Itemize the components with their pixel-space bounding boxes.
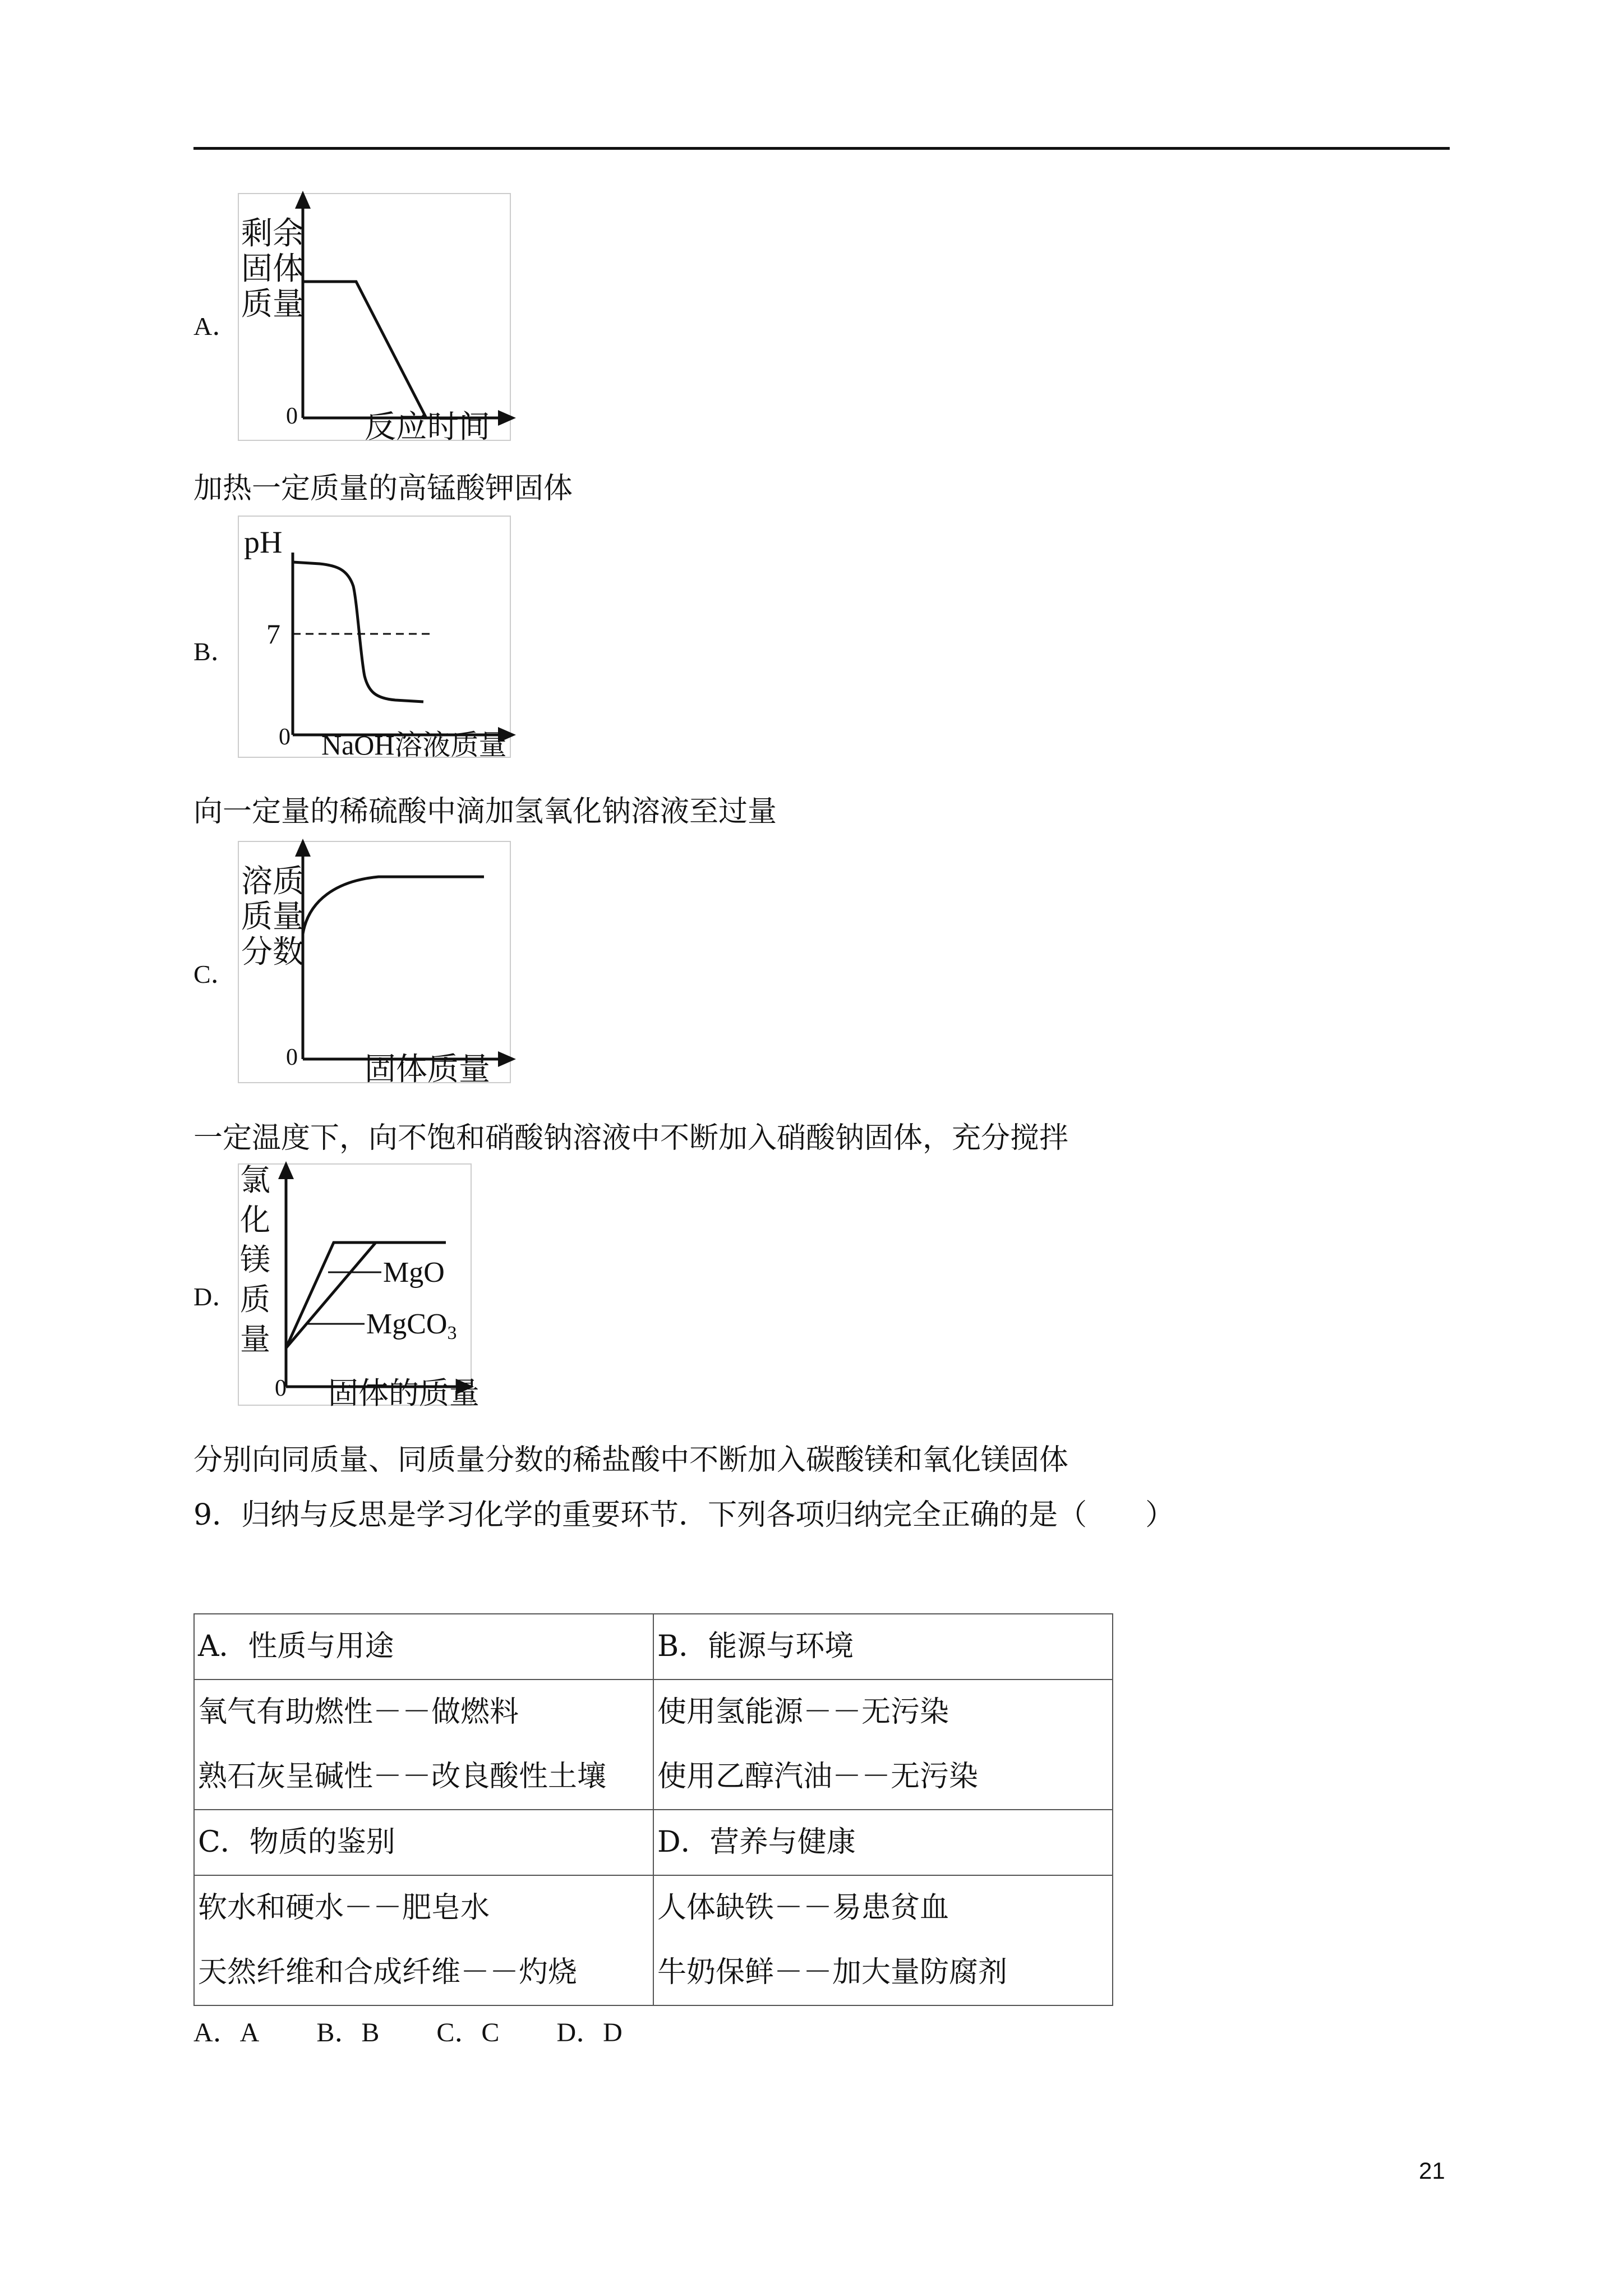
y-label-char3: 镁 <box>240 1242 270 1277</box>
option-a-label: A． <box>193 312 238 341</box>
y-label-char5: 量 <box>240 1322 270 1357</box>
answer-choices <box>193 2010 673 2049</box>
option-c-label: C． <box>193 960 237 988</box>
option-d-caption: 分别向同质量、同质量分数的稀盐酸中不断加入碳酸镁和氧化镁固体 <box>193 1443 1069 1477</box>
option-b-graph <box>238 513 519 760</box>
question-9: 9．归纳与反思是学习化学的重要环节．下列各项归纳完全正确的是（ ） <box>193 1498 1175 1532</box>
table-cell <box>653 1875 1113 2005</box>
curve-ph <box>293 562 423 702</box>
option-c-caption: 一定温度下，向不饱和硝酸钠溶液中不断加入硝酸钠固体，充分搅拌 <box>193 1121 1069 1155</box>
table-line: 软水和硬水－－肥皂水 <box>198 1891 490 1925</box>
ph-7-label: 7 <box>266 618 280 650</box>
option-a-caption: 加热一定质量的高锰酸钾固体 <box>193 472 573 505</box>
curve-mass-fraction <box>303 877 484 934</box>
x-label: NaOH溶液质量 <box>321 729 507 761</box>
origin-label: 0 <box>275 1375 287 1401</box>
y-label-line1: 溶质 <box>241 863 304 900</box>
option-c-graph <box>238 839 519 1088</box>
option-a-graph <box>238 191 519 443</box>
option-b-label: B． <box>193 637 237 666</box>
y-label: pH <box>244 525 283 560</box>
x-axis-arrow <box>498 410 516 426</box>
origin-label: 0 <box>286 403 298 429</box>
mgo-label: MgO <box>383 1257 445 1289</box>
table-cell <box>653 1680 1113 1810</box>
y-label-line2: 质量 <box>241 899 304 935</box>
mgco3-label: MgCO3 <box>366 1308 457 1343</box>
table-line: 使用氢能源－－无污染 <box>657 1695 949 1729</box>
table-line: 牛奶保鲜－－加大量防腐剂 <box>657 1955 1008 1989</box>
option-b-caption: 向一定量的稀硫酸中滴加氢氧化钠溶液至过量 <box>193 795 777 829</box>
table-line: 氧气有助燃性－－做燃料 <box>198 1695 519 1729</box>
table-row <box>194 1875 1113 2005</box>
answer-choice-c[interactable]: C．C <box>436 2018 500 2047</box>
x-label: 固体的质量 <box>328 1375 479 1411</box>
table-cell: A．性质与用途 <box>194 1614 653 1680</box>
option-d-label: D． <box>193 1282 238 1311</box>
y-label-line1: 剩余 <box>241 215 304 252</box>
table-line: 人体缺铁－－易患贫血 <box>657 1891 949 1925</box>
y-label-char1: 氯 <box>240 1162 270 1198</box>
y-label-line2: 固体 <box>241 251 304 287</box>
curve-remaining-solid <box>303 282 426 418</box>
origin-label: 0 <box>286 1045 298 1070</box>
origin-label: 0 <box>279 724 291 750</box>
table-cell: B．能源与环境 <box>653 1614 1113 1680</box>
answer-choice-a[interactable]: A．A <box>193 2018 260 2047</box>
y-label-line3: 分数 <box>241 934 304 970</box>
y-label-char2: 化 <box>240 1202 270 1237</box>
table-cell <box>194 1680 653 1810</box>
table-line: 使用乙醇汽油－－无污染 <box>657 1760 979 1793</box>
x-axis-arrow <box>498 1051 516 1067</box>
table-cell: D．营养与健康 <box>653 1810 1113 1875</box>
answer-choice-d[interactable]: D．D <box>556 2018 623 2047</box>
table-cell: C．物质的鉴别 <box>194 1810 653 1875</box>
x-label: 反应时间 <box>365 409 490 445</box>
summary-table <box>193 1613 1113 2006</box>
table-line: 熟石灰呈碱性－－改良酸性土壤 <box>198 1760 607 1793</box>
table-row <box>194 1614 1113 1680</box>
option-d-graph <box>238 1161 479 1411</box>
y-label-char4: 质 <box>240 1282 270 1317</box>
table-row <box>194 1680 1113 1810</box>
table-cell <box>194 1875 653 2005</box>
header-rule <box>193 147 1450 150</box>
x-label: 固体质量 <box>365 1051 490 1088</box>
table-row <box>194 1810 1113 1875</box>
y-label-line3: 质量 <box>241 286 304 323</box>
page-number: 21 <box>1419 2157 1445 2184</box>
line-mgco3 <box>286 1243 376 1348</box>
table-line: 天然纤维和合成纤维－－灼烧 <box>198 1955 578 1989</box>
answer-choice-b[interactable]: B．B <box>316 2018 380 2047</box>
